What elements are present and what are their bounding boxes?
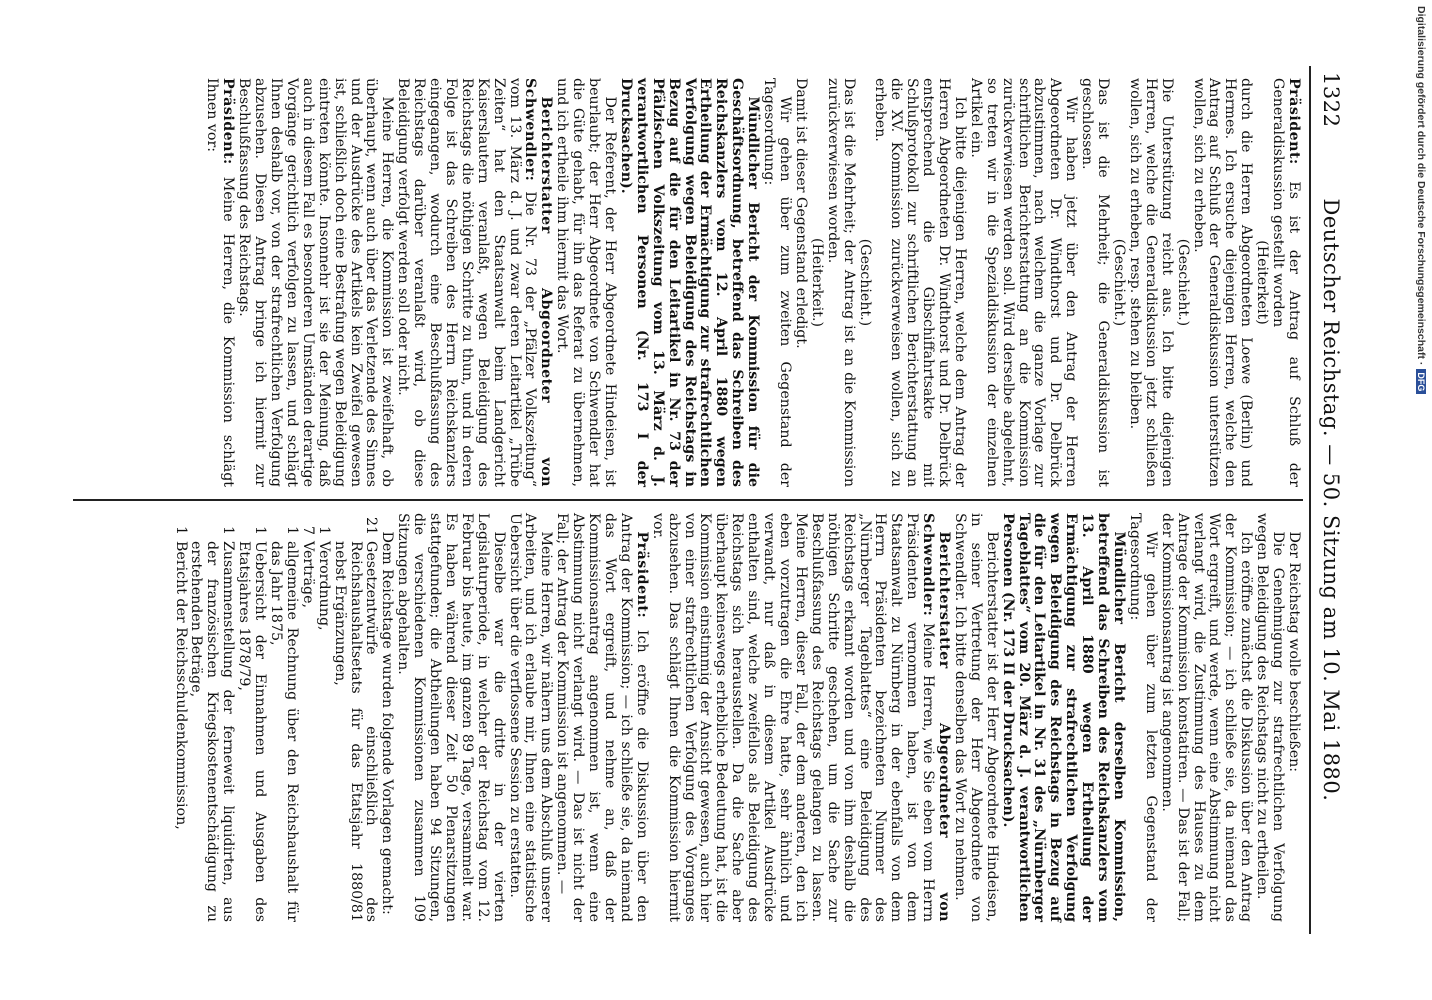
paragraph bbox=[394, 78, 553, 487]
paragraph-text: (Heiterkeit) bbox=[1254, 240, 1271, 325]
paragraph bbox=[1253, 513, 1285, 922]
paragraph-text: Damit ist dieser Gegenstand erledigt. bbox=[792, 78, 809, 349]
paragraph-text: (Heiterkeit.) bbox=[808, 238, 825, 327]
list-item-count: 21 bbox=[363, 516, 380, 535]
speaker-label: Berichterstatter Abgeordneter von Schwendler: bbox=[920, 513, 953, 922]
list-item-text: Uebersicht der Einnahmen und Ausgaben des Etatsjahres 1878/79, bbox=[236, 541, 269, 922]
paragraph-text: Der Referent, der Herr Abgeordnete Hindeisen, ist beurlaubt; der Herr Abgeordnete von Schwendler hat die Güte gehabt, für ihn das Referat zu übernehmen, und ich ertheile ihm hiermit das Wort. bbox=[554, 78, 619, 487]
list-item bbox=[267, 513, 299, 922]
list-item-text: Verträge, bbox=[299, 541, 316, 609]
agenda-item-heading bbox=[999, 513, 1126, 922]
running-header bbox=[1311, 66, 1347, 934]
list-item-count: 1 bbox=[315, 525, 332, 535]
list-item-text: Zusammenstellung der ferneweit liquidirten, aus der französischen Kriegskostenentschädigung zu erstehenden Beträge, bbox=[188, 541, 237, 922]
paragraph bbox=[203, 78, 235, 487]
paragraph bbox=[649, 513, 951, 922]
paragraph bbox=[1126, 513, 1158, 922]
list-item-count: 1 bbox=[283, 525, 300, 535]
paragraph bbox=[378, 513, 394, 922]
paragraph-text: Es ist der Antrag auf Schluß der Generaldiskussion gestellt worden bbox=[1270, 78, 1302, 487]
agenda-item-heading bbox=[617, 78, 760, 487]
list-item-count: 1 bbox=[220, 525, 237, 535]
stage-direction bbox=[1174, 78, 1190, 487]
speaker-label: Berichterstatter Abgeordneter von Schwendler: bbox=[522, 78, 555, 487]
paragraph bbox=[1190, 78, 1254, 487]
paragraph bbox=[872, 78, 967, 487]
dfg-watermark bbox=[1414, 6, 1428, 786]
paragraph-text: Die Unterstützung reicht aus. Ich bitte diejenigen Herren, welche die Generaldiskussion jetzt schließen wollen, sich zu erheben, resp. stehen zu bleiben. bbox=[1126, 78, 1175, 487]
list-item-text: Verordnung, bbox=[315, 541, 332, 631]
list-item bbox=[172, 513, 188, 922]
paragraph-text: Meine Herren, wir nähern uns dem Abschluß unserer Arbeiten, und ich erlaube mir, Ihnen eine statistische Uebersicht über die verflossene Session zu erstatten. bbox=[506, 513, 555, 922]
paragraph bbox=[1285, 513, 1301, 922]
paragraph-text: Meine Herren, wie Sie eben vom Herrn Präsidenten vernommen haben, ist von dem Staatsanwalt zu Nürnberg in der ebenfalls von dem Herrn Präsidenten bezeichneten Nummer des „Nürnberger Tageblattes“ eine Beleidigung des Reichstags erkannt worden und von ihm deshalb die nöthigen Schritte geschehen, um die Sache zur Beschlußfassung des Reichstags gelangen zu lassen. Meine Herren, dieser Fall, der dem anderen, den ich eben vorzutragen die Ehre hatte, sehr ähnlich und verwandt, nur daß in diesem Artikel Ausdrücke enthalten sind, welche zweifellos als Beleidigung des Reichstags sich herausstellen. Da die Sache aber überhaupt keineswegs erhebliche Bedeutung hat, ist die Kommission einstimmig der Ansicht gewesen, auch hier von einer strafrechtlichen Verfolgung des Vorganges abzusehen. Das schlägt Ihnen die Kommission hiermit vor. bbox=[649, 513, 937, 922]
paragraph-text: Ich eröffne die Diskussion über den Antrag der Kommission; — ich schließe sie, da niemand das Wort ergreift, und nehme an, daß der Kommissionsantrag angenommen ist, wenn eine Abstimmung nicht verlangt wird. — Das ist nicht der Fall; der Antrag der Kommission ist angenommen. — bbox=[554, 513, 650, 922]
list-item-count: 1 bbox=[172, 525, 189, 535]
left-column bbox=[73, 66, 1303, 499]
list-item-count: 7 bbox=[299, 525, 316, 535]
list-item bbox=[315, 513, 331, 922]
speaker-label: Präsident: bbox=[1286, 78, 1302, 165]
watermark-text: Digitalisierung gefördert durch die Deutsche Forschungsgemeinschaft · bbox=[1415, 6, 1427, 366]
paragraph-text: Mündlicher Bericht der Kommission für die Geschäftsordnung, betreffend das Schreiben des Reichskanzlers vom 12. April 1880 wegen Ertheilung der Ermächtigung zur strafrechtlichen Verfolgung wegen Beleidigung des Reichstags in Bezug auf die für den Leitartikel in Nr. 73 der Pfälzischen Volkszeitung vom 13. März d. J. verantwortlichen Personen (Nr. 173 I der Drucksachen). bbox=[617, 78, 762, 487]
dfg-logo: DFG bbox=[1416, 369, 1426, 394]
paragraph-text: Die Genehmigung zur strafrechtlichen Verfolgung wegen Beleidigung des Reichstags nicht zu ertheilen. bbox=[1254, 513, 1287, 922]
stage-direction bbox=[808, 78, 824, 487]
paragraph bbox=[394, 513, 505, 922]
paragraph-text: Ich eröffne zunächst die Diskussion über den Antrag der Kommission; — ich schließe sie, da niemand das Wort ergreift, und werde, wenn eine Abstimmung nicht verlangt wird, die Zustimmung des Hauses zu dem Antrage der Kommission konstatiren. — Das ist der Fall; der Kommissionsantrag ist angenommen. bbox=[1158, 513, 1255, 922]
list-item bbox=[188, 513, 236, 922]
list-item bbox=[235, 513, 267, 922]
stage-direction bbox=[1110, 78, 1126, 487]
page-title: Deutscher Reichstag. — 50. Sitzung am 10. Mai 1880. bbox=[1319, 198, 1343, 802]
paragraph-text: Wir haben jetzt über den Antrag der Herren Abgeordneten Dr. Windthorst und Dr. Delbrück abzustimmen, nach welchem die ganze Vorlage zur schriftlichen Berichterstattung an die Kommission zurückverwiesen werden soll. Wird derselbe abgelehnt, so treten wir in die Spezialdiskussion der einzelnen Artikel ein. bbox=[967, 78, 1080, 487]
rotated-document-page bbox=[35, 40, 1365, 960]
paragraph bbox=[967, 78, 1078, 487]
paragraph-text: Ich bitte diejenigen Herren, welche dem Antrag der Herren Abgeordneten Dr. Windthorst und Dr. Delbrück entsprechend die Gibschiffahrtsakte mit Schlußprotokoll zur schriftlichen Berichterstattung an die XV. Kommission zurückverweisen wollen, sich zu erheben. bbox=[872, 78, 968, 487]
paragraph-text: Meine Herren, die Kommission ist zweifelhaft, ob überhaupt, wenn auch über das Verletzende des Sinnes und der Ausdrücke des Artikels kein Zweifel gewesen ist, schließlich doch eine Bestrafung wegen Beleidigung eintreten könnte. Insonnehr ist sie der Meinung, daß auch in diesem Fall es besonderen Umständen derartige Vorgänge gerichtlich verfolgen zu lassen, und schlägt Ihnen deshalb vor, von der strafrechtlichen Verfolgung abzusehen. Diesen Antrag bringe ich hiermit zur Beschlußfassung des Reichstags. bbox=[236, 78, 396, 487]
list-item-text: Bericht der Reichsschuldenkommission, bbox=[172, 541, 189, 830]
paragraph bbox=[506, 513, 554, 922]
speaker-label: Präsident: bbox=[633, 531, 650, 619]
paragraph bbox=[824, 78, 856, 487]
paragraph bbox=[951, 513, 999, 922]
speaker-label: Präsident: bbox=[220, 78, 237, 165]
paragraph-text: durch die Herren Abgeordneten Loewe (Berlin) und Hermes. Ich ersuche diejenigen Herren, welche den Antrag auf Schluß der Generaldiskussion unterstützen wollen, sich zu erheben. bbox=[1190, 78, 1255, 487]
paragraph-text: Wir gehen über zum zweiten Gegenstand der Tagesordnung: bbox=[761, 78, 793, 487]
text-columns bbox=[73, 66, 1303, 934]
list-item-text: Gesetzentwürfe einschließlich des Reichshaushaltsetats für das Etatsjahr 1880/81 nebst Ergänzungen, bbox=[331, 541, 380, 922]
paragraph bbox=[1078, 78, 1110, 487]
paragraph-text: Berichterstatter ist der Herr Abgeordnete Hindeisen, in seiner Vertretung der Herr Abgeordnete von Schwendler. Ich bitte denselben das Wort zu nehmen. bbox=[951, 513, 1000, 922]
list-item-count: 1 bbox=[252, 525, 269, 535]
paragraph bbox=[235, 78, 394, 487]
paragraph-text: (Geschieht.) bbox=[1174, 238, 1191, 327]
paragraph bbox=[1126, 78, 1174, 487]
paragraph-text: Mündlicher Bericht derselben Kommission, betreffend das Schreiben des Reichskanzlers vom 13. April 1880 wegen Ertheilung der Ermächtigung zur strafrechtlichen Verfolgung wegen Beleidigung des Reichstags in Bezug auf die für den Leitartikel in Nr. 31 des „Nürnberger Tageblattes“ vom 20. März d. J. verantwortlichen Personen (Nr. 173 II der Drucksachen). bbox=[999, 513, 1128, 922]
paragraph bbox=[760, 78, 792, 487]
paragraph-text: Die Nr. 73 der „Pfälzer Volkszeitung“ vom 13. März d. J. und zwar deren Leitartikel „Trübe Zeiten“ hat den Staatsanwalt beim Landgericht Kaiserslautern veranlaßt, wegen Beleidigung des Reichstags die nöthigen Schritte zu thun, und in deren Folge ist das Schreiben des Herrn Reichskanzlers eingegangen, wodurch eine Beschlußfassung des Reichstags darüber veranlaßt wird, ob diese Beleidigung verfolgt werden soll oder nicht. bbox=[395, 78, 539, 487]
paragraph bbox=[553, 513, 648, 922]
list-item-text: allgemeine Rechnung über den Reichshaushalt für das Jahr 1875, bbox=[268, 541, 300, 922]
paragraph bbox=[553, 78, 617, 487]
paragraph bbox=[1158, 513, 1253, 922]
page-number: 1322 bbox=[1319, 72, 1343, 128]
paragraph-text: (Geschieht.) bbox=[856, 238, 873, 327]
paragraph-text: Wir gehen über zum letzten Gegenstand der Tagesordnung: bbox=[1126, 513, 1159, 922]
paragraph bbox=[792, 78, 808, 487]
paragraph-text: Dem Reichstage wurden folgende Vorlagen gemacht: bbox=[379, 531, 396, 915]
header-rule bbox=[1309, 66, 1311, 934]
stage-direction bbox=[1253, 78, 1269, 487]
paragraph-text: Das ist die Mehrheit; die Generaldiskussion ist geschlossen. bbox=[1079, 78, 1112, 487]
paragraph-text: Der Reichstag wolle beschließen: bbox=[1286, 531, 1302, 773]
paragraph bbox=[1269, 78, 1301, 487]
paragraph-text: Das ist die Mehrheit; der Antrag ist an die Kommission zurückverwiesen worden. bbox=[824, 78, 857, 487]
paragraph-text: Dieselbe war die dritte in der vierten Legislaturperiode, in welcher der Reichstag vom 12. Februar bis heute, im ganzen 89 Tage, versammelt war. Es haben während dieser Zeit 50 Plenarsitzungen stattgefunden; die Abtheilungen haben 94 Sitzungen, die verschiedenen Kommissionen zusammen 109 Sitzungen abgehalten. bbox=[395, 513, 507, 922]
paragraph-text: (Geschieht.) bbox=[1111, 238, 1128, 327]
right-column bbox=[73, 499, 1303, 934]
list-item bbox=[331, 513, 379, 922]
paragraph-text: Meine Herren, die Kommission schlägt Ihnen vor: bbox=[204, 78, 237, 487]
stage-direction bbox=[856, 78, 872, 487]
list-item bbox=[299, 513, 315, 922]
